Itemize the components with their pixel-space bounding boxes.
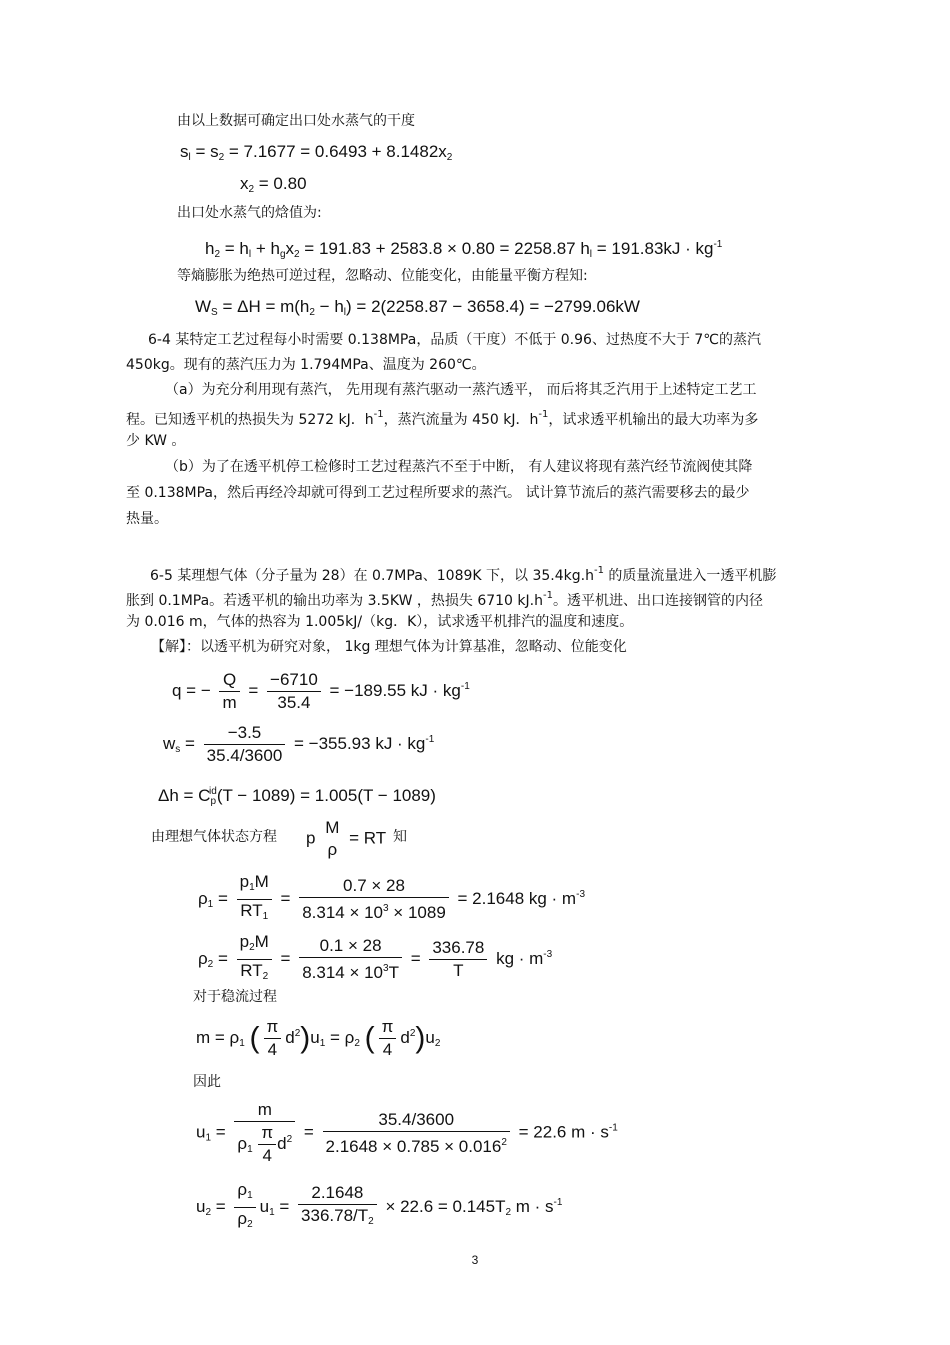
problem-6-5-line: 6-5 某理想气体（分子量为 28）在 0.7MPa、1089K 下，以 $35.4kg.h^{-1}$ 的质量流量进入一透平机膨 (150, 565, 777, 584)
equation-enthalpy: $h_2 = h_l + h_gx_2 = 191.83 + 2583.8 \times 0.80 = 2258.87$ $h_l = 191.83kJ \cdot kg^{-1}$ (205, 239, 723, 260)
equation-enthalpy-change: $\Delta h = C_p^{id}(T - 1089) = 1.005(T - 1089)$ (158, 786, 436, 807)
equation-state: p M ρ = RT (306, 818, 387, 859)
solution-intro: 【解】：以透平机为研究对象， 1kg 理想气体为计算基准，忽略动、位能变化 (151, 639, 627, 655)
text-line: 由以上数据可确定出口处水蒸气的干度 (177, 113, 415, 129)
problem-6-4-line: 450kg。现有的蒸汽压力为 1.794MPa、温度为 260℃。 (126, 357, 486, 373)
problem-6-4-line: 热量。 (126, 511, 168, 527)
text-line: 出口处水蒸气的焓值为: (177, 205, 322, 221)
equation-velocity-2: $u_2$ = $\frac{\rho_1}{\rho_2}$ $u_1$ = $\frac{2.1648}{336.78/T_2}$ × $22.6 = 0.145T_2$ $m \cdot s^{-1}$ (196, 1180, 563, 1230)
problem-6-4-line: 少 KW 。 (126, 433, 186, 449)
text-line: 等熵膨胀为绝热可逆过程，忽略动、位能变化，由能量平衡方程知: (177, 268, 588, 284)
equation-density-2: $\rho_2$ = $\frac{p_2M}{RT_2}$ = $\frac{0.1 \times 28}{8.314 \times 10^3T}$ = $\frac{336.78}{T}$ kg · $m^{-3}$ (198, 932, 553, 982)
problem-6-5-line: 胀到 0.1MPa。若透平机的输出功率为 3.5KW ，热损失 6710 $kJ.h^{-1}$。透平机进、出口连接钢管的内径 (126, 590, 763, 609)
problem-6-4-line: （a）为充分利用现有蒸汽， 先用现有蒸汽驱动一蒸汽透平， 而后将其乏汽用于上述特定工艺工 (165, 382, 757, 398)
page-number: 3 (471, 1253, 479, 1267)
equation-dryness: $x_2 = 0.80$ (240, 174, 307, 195)
problem-6-4-line: 程。已知透平机的热损失为 5272 kJ．$h^{-1}$，蒸汽流量为 450 kJ．$h^{-1}$，试求透平机输出的最大功率为多 (126, 409, 759, 428)
problem-6-5-line: 为 0.016 m，气体的热容为 1.005kJ/（kg．K），试求透平机排汽的温度和速度。 (126, 614, 634, 630)
therefore-label: 因此 (193, 1074, 221, 1090)
steady-flow-label: 对于稳流过程 (193, 989, 277, 1005)
problem-6-4-line: 至 0.138MPa，然后再经冷却就可得到工艺过程所要求的蒸汽。 试计算节流后的蒸汽需要移去的最少 (126, 485, 750, 501)
equation-work: $W_S = \Delta H = m(h_2 - h_l) = 2(2258.87 - 3658.4) = -2799.06kW$ (195, 297, 640, 318)
equation-velocity-1: $u_1$ = m $\rho_1$ $\frac{\pi}{4}$ $d^2$ = $\frac{35.4/3600}{2.1648 \times 0.785 \times 0.016^2}$ = 22.6 $m \cdot s^{-1}$ (196, 1100, 618, 1165)
equation-density-1: $\rho_1$ = $\frac{p_1M}{RT_1}$ = $\frac{0.7 \times 28}{8.314 \times 10^3 \times 1089}$ = 2.1648 kg · $m^{-3}$ (198, 872, 586, 922)
problem-6-4-line: 6-4 某特定工艺过程每小时需要 0.138MPa，品质（干度）不低于 0.96、过热度不大于 7℃的蒸汽 (148, 332, 762, 348)
equation-heat: q = − $\frac{Q}{m}$ = $\frac{-6710}{35.4}$ = −189.55 kJ · $kg^{-1}$ (172, 670, 470, 712)
equation-shaft-work: $w_s$ = $\frac{-3.5}{35.4/3600}$ = −355.93 kJ · $kg^{-1}$ (163, 723, 435, 765)
problem-6-4-line: （b）为了在透平机停工检修时工艺过程蒸汽不至于中断， 有人建议将现有蒸汽经节流阀使其降 (165, 459, 753, 475)
equation-continuity: $m = \rho_1$ ( $\frac{\pi}{4}$ $d^2)u_1 = \rho_2$ ( $\frac{\pi}{4}$ $d^2)u_2$ (196, 1017, 441, 1059)
state-equation-suffix: 知 (393, 829, 407, 845)
state-equation-label: 由理想气体状态方程 (151, 829, 277, 845)
equation-entropy: $s_l = s_2 = 7.1677 = 0.6493 + 8.1482x_2$ (180, 142, 453, 163)
